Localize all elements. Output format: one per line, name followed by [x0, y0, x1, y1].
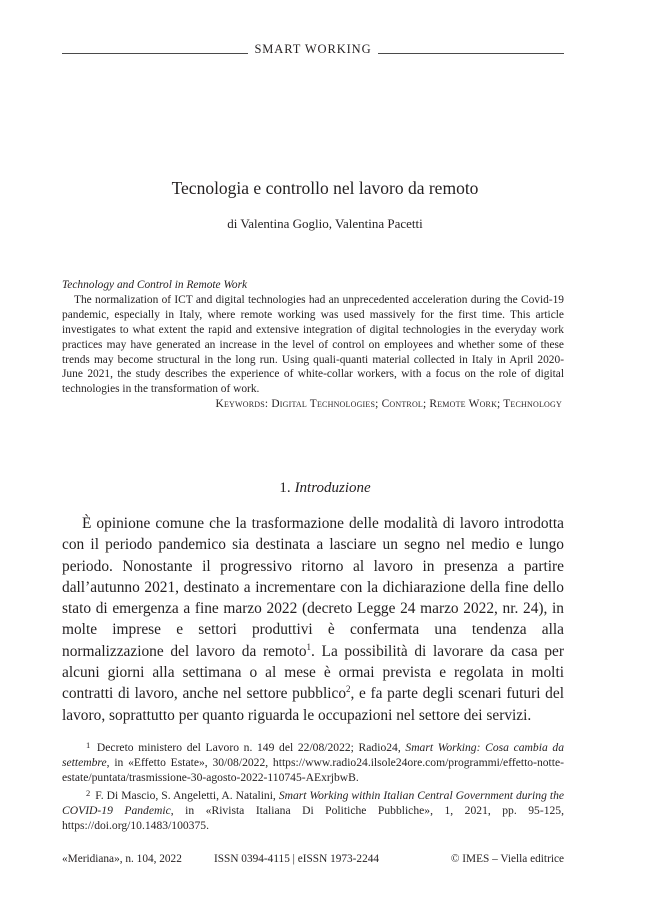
footnote-1-number: 1 — [86, 740, 91, 750]
article-authors: di Valentina Goglio, Valentina Pacetti — [227, 216, 423, 231]
footnote-2-italic: Smart Working within Italian Central Government during the COVID-19 Pandemic — [62, 788, 565, 817]
article-title: Tecnologia e controllo nel lavoro da remoto — [171, 178, 479, 198]
footnote-1-text-b: , in «Effetto Estate», 30/08/2022, https://www.radio24.ilsole24ore.com/programmi/effetto-notte-estate/puntata/trasmissione-30-agosto-2022-110745-AExrjbwB. — [62, 756, 564, 785]
page-footer — [62, 853, 564, 869]
footnote-2-number: 2 — [86, 787, 91, 798]
footnote-ref-1[interactable]: 1 — [306, 641, 312, 652]
footnotes — [62, 738, 564, 833]
body-text-part-3: , e fa parte degli scenari futuri del lavoro, soprattutto per quanto riguarda le occupazioni nel settore dei servizi. — [62, 685, 564, 724]
footnote-2-text-a: F. Di Mascio, S. Angeletti, A. Natalini, — [95, 788, 279, 802]
running-head-rule-right — [378, 53, 564, 54]
body-text-part-1: È opinione comune che la trasformazione delle modalità di lavoro introdotta con il periodo pandemico sia destinata a lasciare un segno nel medio e lungo periodo. Nonostante il progressivo ritorno al lavoro in presenza a partire dall’autunno 2021, destinato a incrementare con la dichiarazione della fine dello stato di emergenza a fine marzo 2022 (decreto Legge 24 marzo 2022, nr. 24), in molte imprese e settori produttivi è confermata una tendenza alla normalizzazione del lavoro da remoto — [62, 515, 564, 660]
section-number: 1. — [279, 480, 291, 496]
section-heading — [0, 480, 650, 497]
running-head-label: SMART WORKING — [254, 42, 372, 56]
abstract-heading: Technology and Control in Remote Work — [62, 279, 248, 291]
footnote-1-text-a: Decreto ministero del Lavoro n. 149 del 22/08/2022; Radio24, — [96, 741, 406, 754]
section-title: Introduzione — [294, 480, 371, 496]
running-head — [62, 42, 564, 58]
footnote-1-italic: Smart Working: Cosa cambia da settembre — [62, 741, 564, 770]
footnote-2 — [62, 786, 564, 834]
footer-publisher: © IMES – Viella editrice — [450, 853, 564, 865]
body-text-part-2: . La possibilità di lavorare da casa per alcuni giorni alla settimana o al mese è ormai prevista e regolata in molti contratti di lavoro, anche nel settore pubblico — [62, 642, 564, 703]
body-paragraph — [62, 513, 564, 726]
abstract-keywords: Keywords: Digital Technologies; Control; Remote Work; Technology — [215, 398, 562, 411]
footnote-ref-2[interactable]: 2 — [346, 684, 351, 695]
abstract-body: The normalization of ICT and digital technologies had an unprecedented acceleration during the Covid-19 pandemic, especially in Italy, where remote working was used massively for the first time. This article investigates to what extent the rapid and extensive integration of digital technologies in the everyday work practices may have generated an increase in the level of control on employees and whether some of these trends may become structural in the long run. Using quali-quanti material collected in Italy in April 2020-June 2021, the study describes the experience of white-collar workers, with a focus on the role of digital technologies in the transformation of work. — [62, 293, 564, 396]
footer-journal: «Meridiana», n. 104, 2022 — [62, 853, 182, 865]
abstract — [62, 278, 564, 412]
footnote-1 — [62, 738, 564, 786]
footer-issn: ISSN 0394-4115 | eISSN 1973-2244 — [214, 853, 380, 865]
footnote-2-text-b: , in «Rivista Italiana Di Politiche Pubbliche», 1, 2021, pp. 95-125, https://doi.org/10.1483/100375. — [62, 803, 565, 833]
